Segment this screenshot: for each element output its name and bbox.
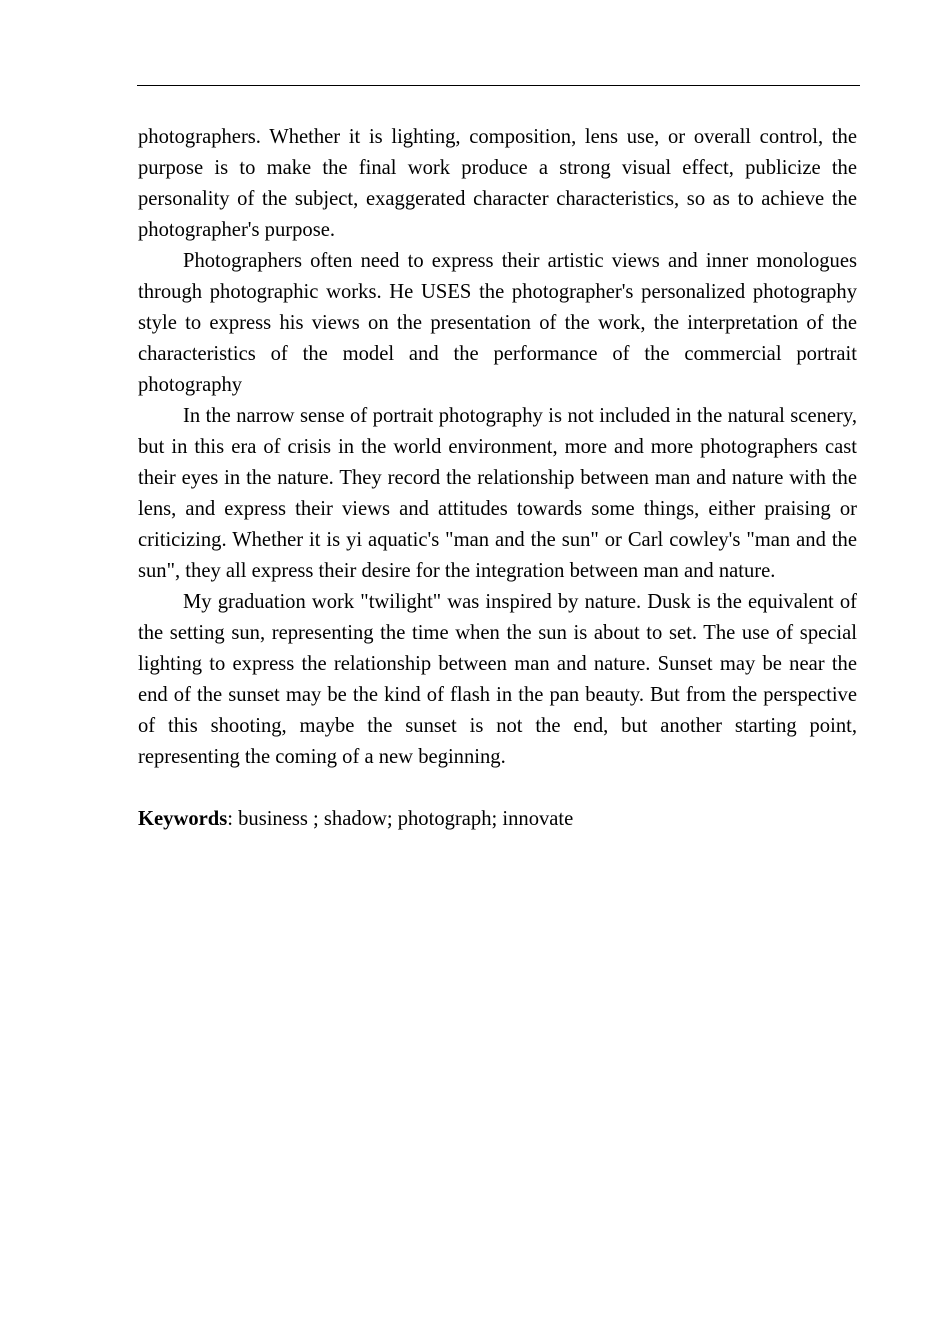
header-rule	[137, 85, 860, 86]
paragraph-continuation: photographers. Whether it is lighting, composition, lens use, or overall control, the purpose is to make the final work produce a strong visual effect, publicize the personality of the subject, exaggerated character characteristics, so as to achieve the photographer's purpose.	[138, 126, 857, 241]
paragraph-nature: In the narrow sense of portrait photography is not included in the natural scenery, but in this era of crisis in the world environment, more and more photographers cast their eyes in the nature. They record the relationship between man and nature with the lens, and express their views and attitudes towards some things, either praising or criticizing. Whether it is yi aquatic's "man and the sun" or Carl cowley's "man and the sun", they all express their desire for the integration between man and nature.	[138, 405, 857, 582]
keywords-line	[138, 804, 857, 835]
keywords-label: Keywords	[138, 808, 228, 830]
paragraph-twilight: My graduation work "twilight" was inspired by nature. Dusk is the equivalent of the setting sun, representing the time when the sun is about to set. The use of special lighting to express the relationship between man and nature. Sunset may be near the end of the sunset may be the kind of flash in the pan beauty. But from the perspective of this shooting, maybe the sunset is not the end, but another starting point, representing the coming of a new beginning.	[138, 591, 857, 768]
paragraph-artistic-views: Photographers often need to express their artistic views and inner monologues through photographic works. He USES the photographer's personalized photography style to express his views on the presentation of the work, the interpretation of the characteristics of the model and the performance of the commercial portrait photography	[138, 250, 857, 396]
page-body	[138, 122, 857, 835]
keywords-text: : business ; shadow; photograph; innovate	[227, 808, 574, 830]
